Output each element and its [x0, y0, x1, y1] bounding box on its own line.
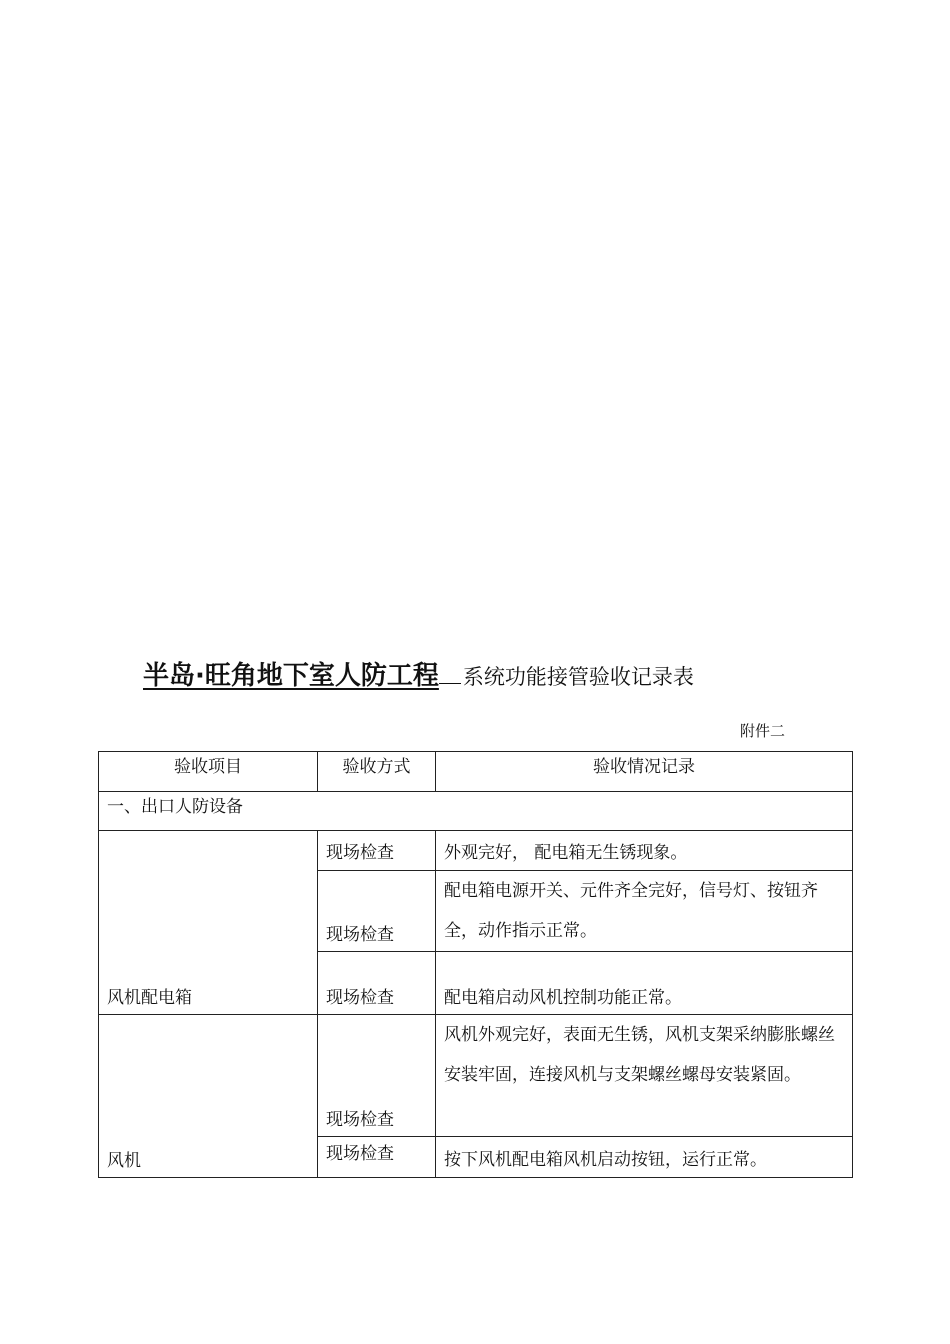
header-item: 验收项目 — [99, 752, 318, 792]
table-header-row — [99, 752, 853, 792]
acceptance-record-table — [98, 751, 853, 1178]
table-row — [99, 831, 853, 871]
record-cell: 按下风机配电箱风机启动按钮，运行正常。 — [436, 1137, 853, 1178]
title-rest: 系统功能接管验收记录表 — [462, 665, 694, 689]
record-cell: 配电箱启动风机控制功能正常。 — [436, 952, 853, 1015]
document-title — [143, 655, 694, 692]
item-cell: 风机配电箱 — [99, 831, 318, 1015]
annex-label: 附件二 — [740, 722, 786, 740]
section-row — [99, 792, 853, 831]
record-cell: 外观完好， 配电箱无生锈现象。 — [436, 831, 853, 871]
record-cell: 配电箱电源开关、元件齐全完好，信号灯、按钮齐全，动作指示正常。 — [436, 871, 853, 952]
item-cell: 风机 — [99, 1015, 318, 1178]
table-row — [99, 1015, 853, 1137]
header-record: 验收情况记录 — [436, 752, 853, 792]
method-cell: 现场检查 — [318, 952, 436, 1015]
record-cell: 风机外观完好，表面无生锈，风机支架采纳膨胀螺丝安装牢固，连接风机与支架螺丝螺母安装紧固。 — [436, 1015, 853, 1137]
title-underline-gap — [439, 659, 461, 684]
method-cell: 现场检查 — [318, 831, 436, 871]
header-method: 验收方式 — [318, 752, 436, 792]
section-title: 一、出口人防设备 — [99, 792, 853, 831]
method-cell: 现场检查 — [318, 1137, 436, 1178]
method-cell: 现场检查 — [318, 1015, 436, 1137]
method-cell: 现场检查 — [318, 871, 436, 952]
title-main: 半岛·旺角地下室人防工程 — [143, 661, 439, 691]
